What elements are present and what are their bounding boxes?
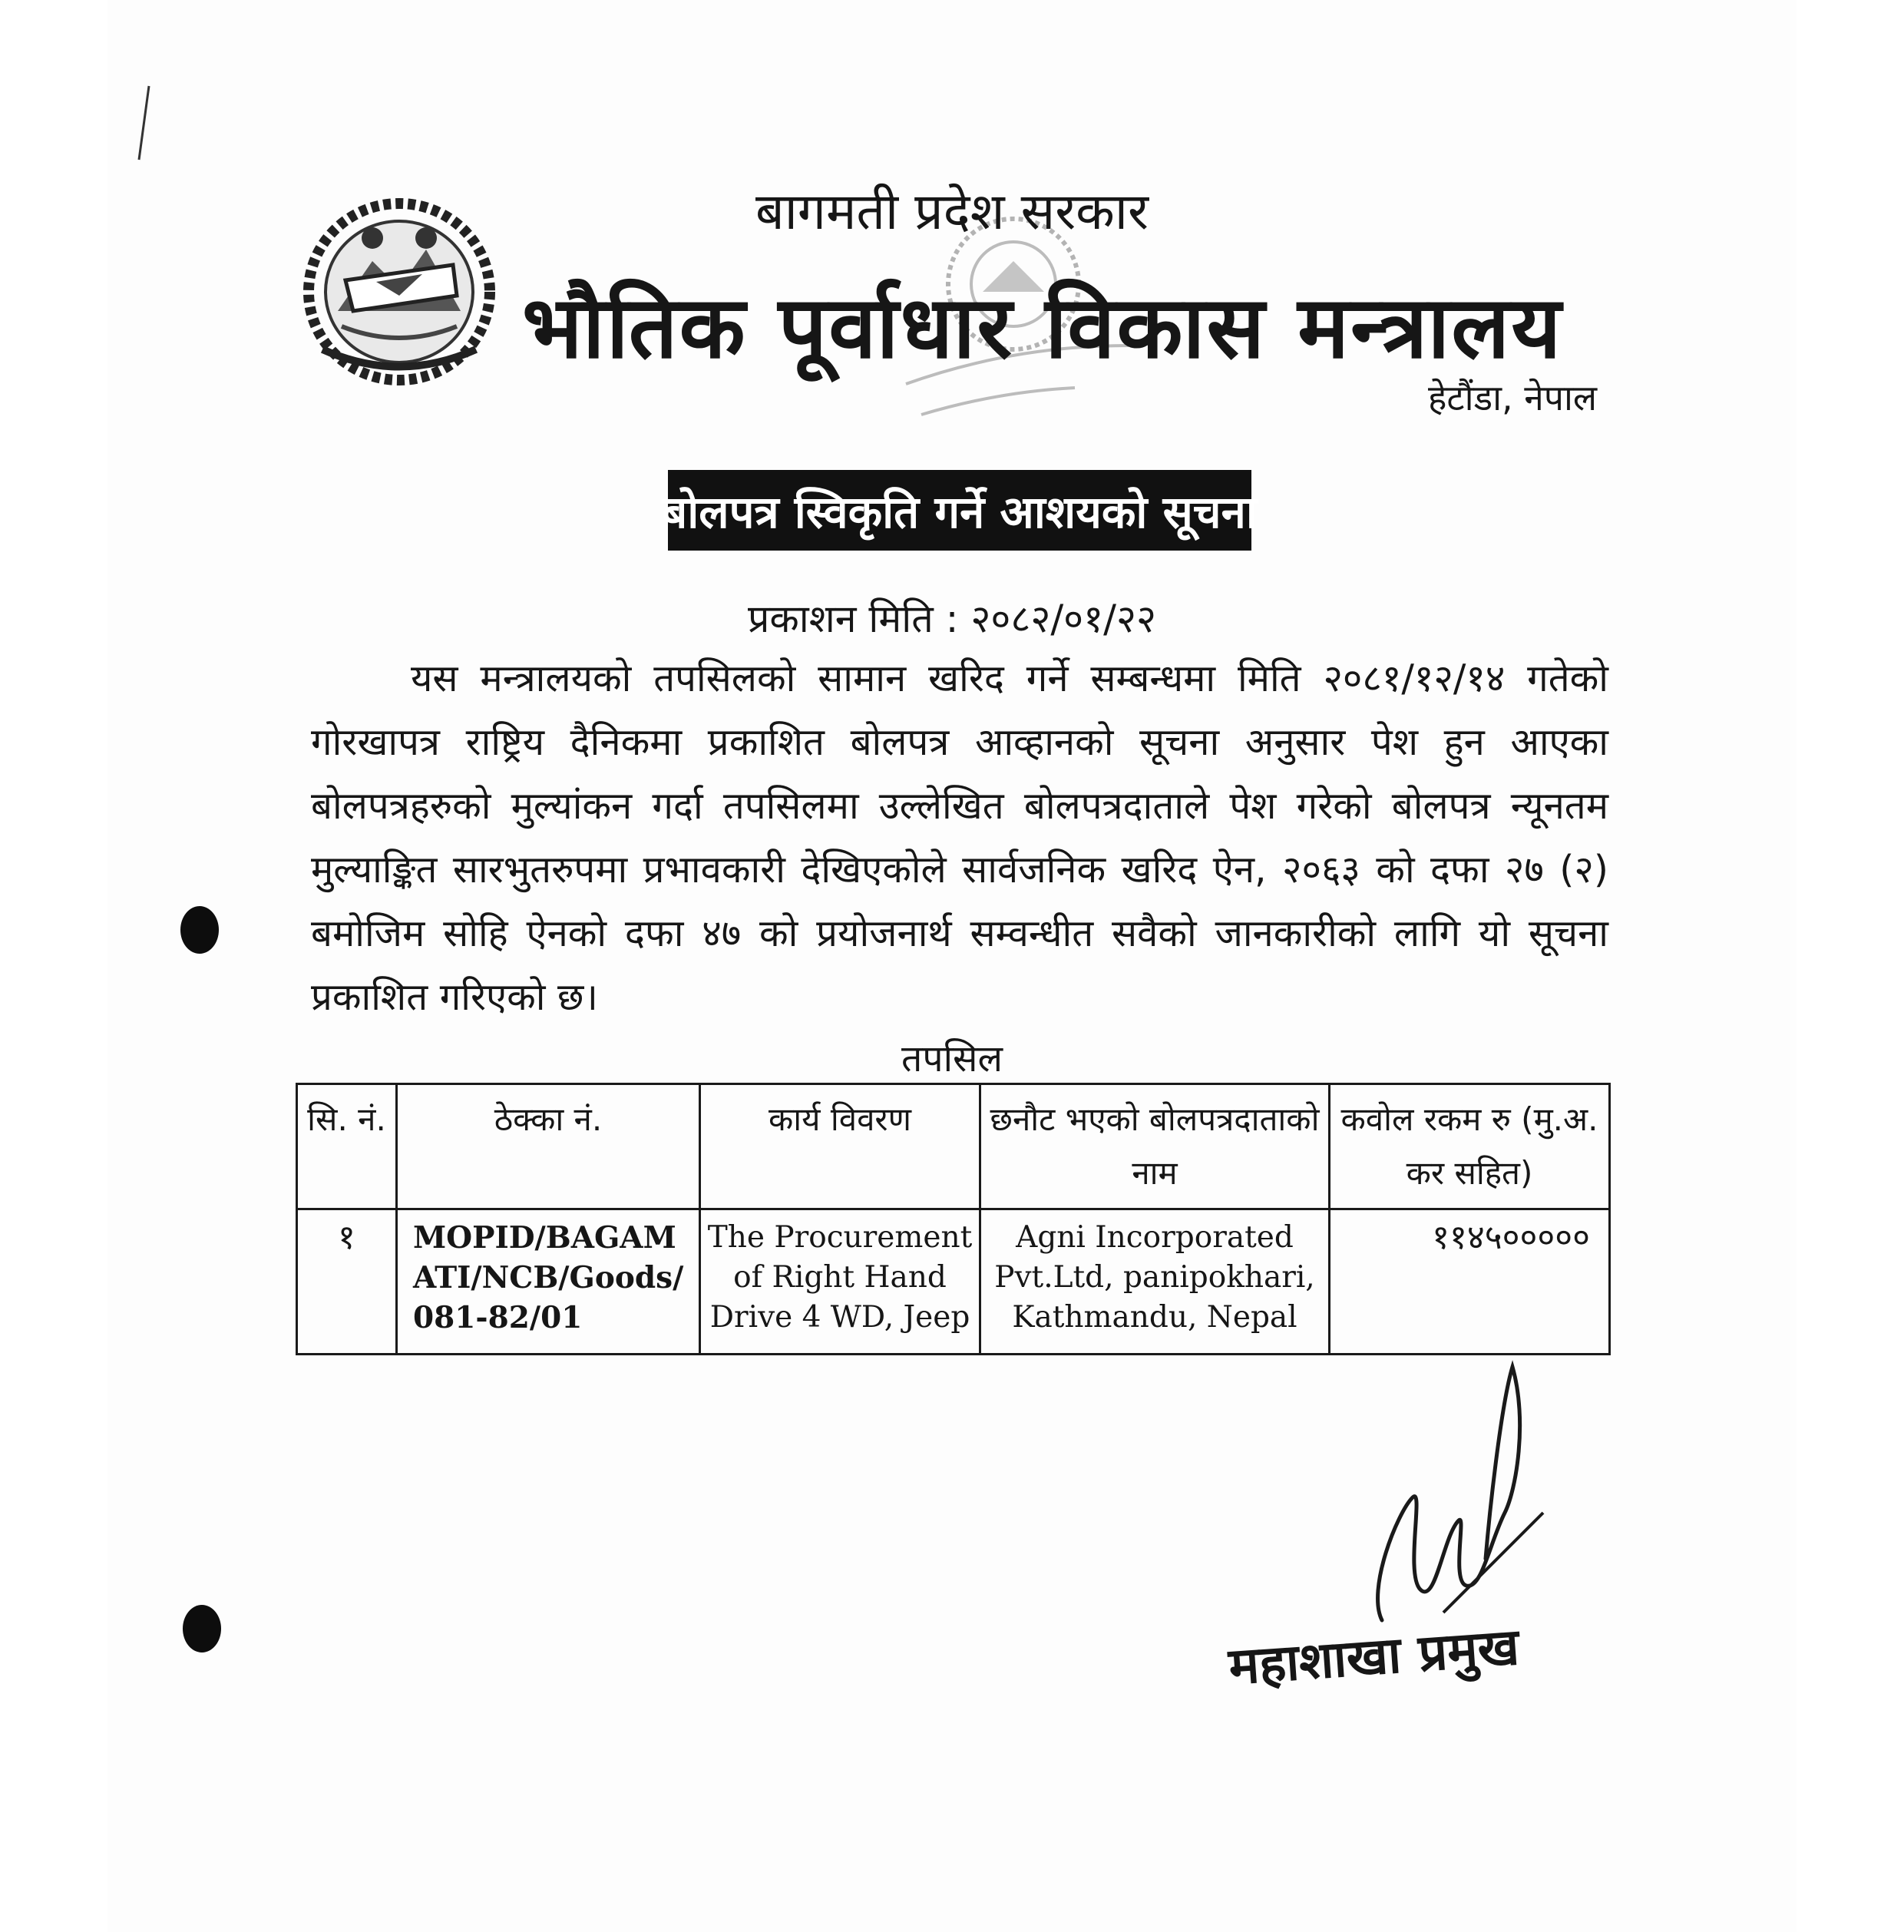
punch-hole-bottom <box>183 1605 221 1652</box>
cell-description: The Procurement of Right Hand Drive 4 WD, Jeep <box>700 1209 980 1355</box>
cell-bidder: Agni Incorporated Pvt.Ltd, panipokhari, Kathmandu, Nepal <box>980 1209 1330 1355</box>
ministry-name: भौतिक पूर्वाधार विकास मन्त्रालय <box>522 278 1563 378</box>
header-sn: सि. नं. <box>297 1084 397 1209</box>
cell-sn: १ <box>297 1209 397 1355</box>
header-bidder: छनौट भएको बोलपत्रदाताको नाम <box>980 1084 1330 1209</box>
pen-mark <box>137 84 152 161</box>
header-description: कार्य विवरण <box>700 1084 980 1209</box>
cell-amount: ११४५००००० <box>1330 1209 1610 1355</box>
signature <box>1351 1359 1551 1651</box>
bid-details-table <box>296 1083 1611 1355</box>
table-row <box>297 1209 1610 1355</box>
notice-body: यस मन्त्रालयको तपसिलको सामान खरिद गर्ने सम्बन्धमा मिति २०८१/१२/१४ गतेको गोरखापत्र राष्ट्रिय दैनिकमा प्रकाशित बोलपत्र आव्हानको सूचना अनुसार पेश हुन आएका बोलपत्रहरुको मुल्यांकन गर्दा तपसिलमा उल्लेखित बोलपत्रदाताले पेश गरेको बोलपत्र न्यूनतम मुल्याङ्कित सारभुतरुपमा प्रभावकारी देखिएकोले सार्वजनिक खरिद ऐन, २०६३ को दफा २७ (२) बमोजिम सोहि ऐनको दफा ४७ को प्रयोजनार्थ सम्वन्धीत सवैको जानकारीको लागि यो सूचना प्रकाशित गरिएको छ। <box>311 657 1608 1019</box>
designation-label: महाशाखा प्रमुख <box>1226 1616 1522 1697</box>
table-header-row <box>297 1084 1610 1209</box>
office-location: हेटौंडा, नेपाल <box>1428 377 1598 418</box>
header-contract-no: ठेक्का नं. <box>397 1084 700 1209</box>
cell-contract-no: MOPID/BAGAMATI/NCB/Goods/081-82/01 <box>397 1209 700 1355</box>
government-name: बागमती प्रदेश सरकार <box>755 182 1149 241</box>
notice-title: बोलपत्र स्विकृति गर्ने आशयको सूचना <box>668 470 1251 551</box>
punch-hole-top <box>180 906 219 954</box>
header-amount: कवोल रकम रु (मु.अ. कर सहित) <box>1330 1084 1610 1209</box>
table-caption: तपसिल <box>901 1037 1003 1080</box>
publication-date: प्रकाशन मिति : २०८२/०१/२२ <box>747 597 1157 641</box>
